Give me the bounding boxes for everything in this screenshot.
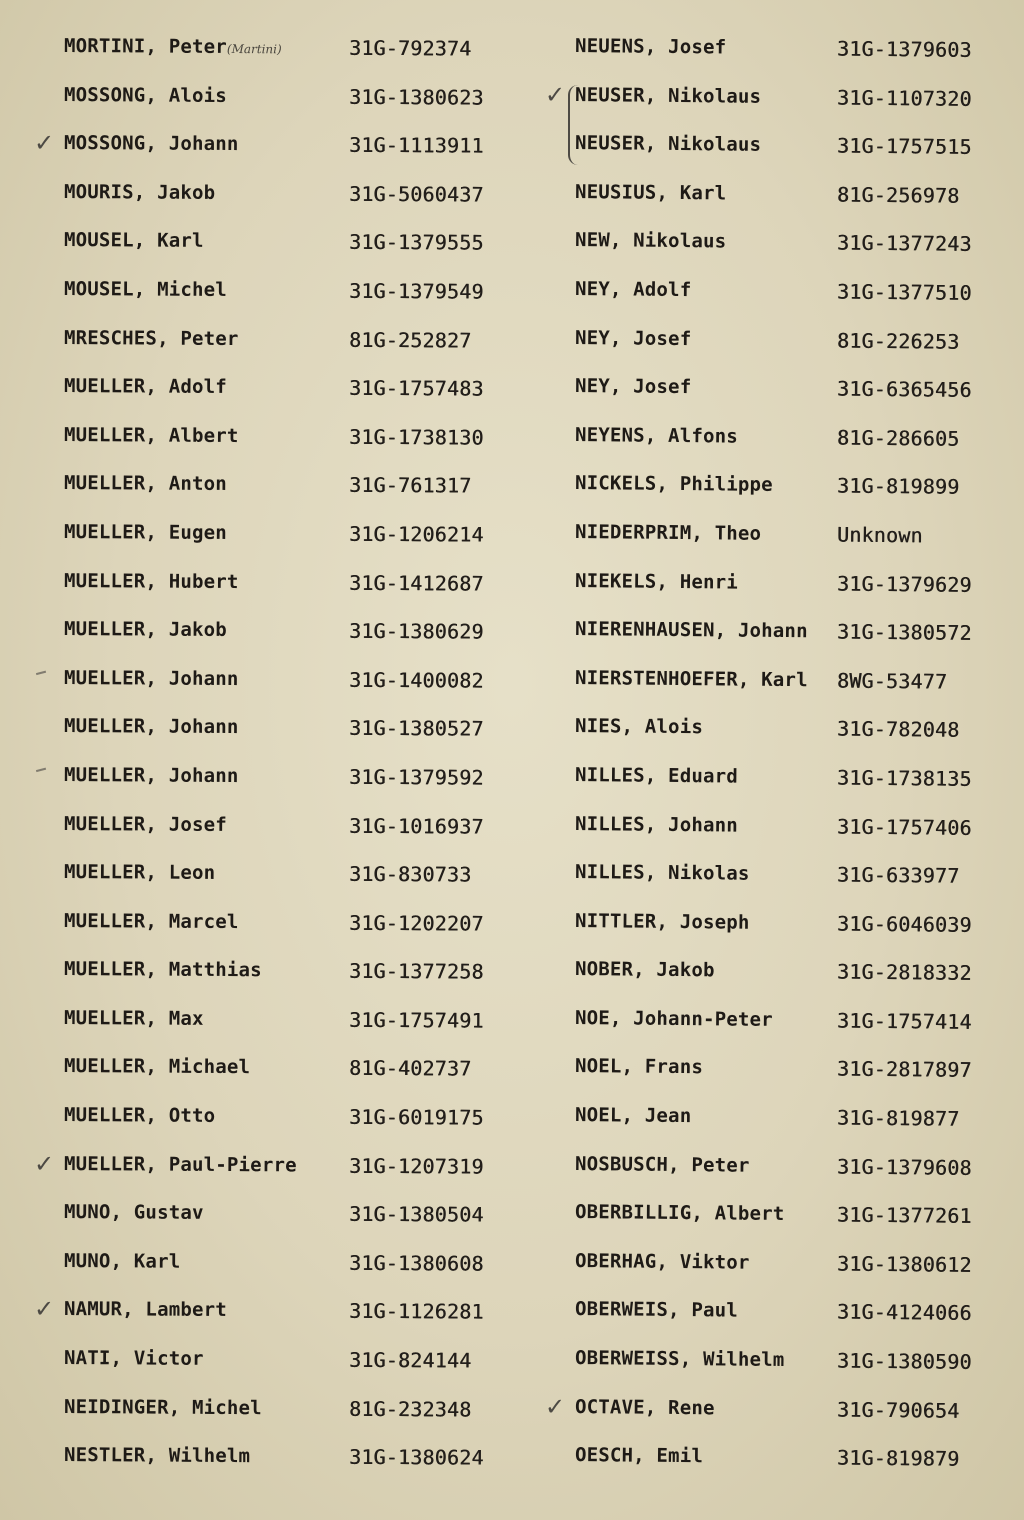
service-number: 31G-1202207 bbox=[348, 910, 484, 936]
list-item bbox=[575, 1042, 995, 1095]
person-name: NOE, Johann-Peter bbox=[574, 1007, 773, 1032]
service-number: 81G-286605 bbox=[836, 425, 960, 451]
left-column bbox=[33, 22, 524, 1480]
service-number: 31G-1206214 bbox=[348, 521, 484, 547]
list-item bbox=[575, 1334, 995, 1387]
list-item bbox=[575, 994, 995, 1047]
service-number: 31G-1757414 bbox=[836, 1008, 972, 1034]
list-item bbox=[575, 362, 995, 415]
list-item bbox=[64, 1091, 524, 1142]
list-item bbox=[544, 1383, 995, 1436]
list-item bbox=[64, 557, 524, 608]
list-item bbox=[575, 314, 995, 367]
service-number: 31G-819879 bbox=[836, 1446, 960, 1472]
person-name: NEUSER, Nikolaus bbox=[574, 83, 762, 108]
list-item bbox=[575, 654, 995, 707]
service-number: 81G-226253 bbox=[836, 328, 960, 354]
list-item bbox=[64, 848, 524, 899]
service-number: 31G-1412687 bbox=[348, 570, 484, 596]
person-name: NIEDERPRIM, Theo bbox=[574, 521, 762, 546]
list-item bbox=[575, 1188, 995, 1241]
person-name: NILLES, Nikolas bbox=[574, 861, 750, 886]
check-mark: ✓ bbox=[544, 1392, 566, 1421]
person-name: NILLES, Johann bbox=[574, 812, 739, 837]
person-name: NEY, Josef bbox=[574, 326, 692, 350]
person-name: MUNO, Gustav bbox=[63, 1201, 204, 1225]
person-name: NEUSER, Nikolaus bbox=[574, 132, 762, 157]
check-mark: ✓ bbox=[544, 80, 566, 109]
person-name: NOBER, Jakob bbox=[574, 958, 715, 982]
service-number: 31G-6019175 bbox=[348, 1105, 484, 1130]
list-item bbox=[64, 22, 524, 73]
person-name: NIERENHAUSEN, Johann bbox=[574, 618, 808, 643]
service-number: 31G-1379629 bbox=[836, 571, 972, 597]
list-item bbox=[33, 1140, 524, 1191]
person-name: MUELLER, Max bbox=[63, 1007, 204, 1031]
person-name: OBERWEIS, Paul bbox=[574, 1298, 739, 1323]
person-name: MUELLER, Josef bbox=[63, 812, 228, 836]
service-number: 31G-1757483 bbox=[348, 376, 484, 402]
service-number: 31G-790654 bbox=[836, 1397, 960, 1423]
list-item bbox=[544, 71, 995, 124]
list-item bbox=[64, 1188, 524, 1239]
person-name: NATI, Victor bbox=[63, 1347, 204, 1371]
person-name: NEUSIUS, Karl bbox=[574, 181, 727, 205]
service-number: 31G-1380612 bbox=[836, 1251, 972, 1277]
list-item bbox=[64, 168, 524, 219]
service-number: 31G-1126281 bbox=[348, 1299, 484, 1325]
service-number: 31G-1379608 bbox=[836, 1154, 972, 1180]
list-item bbox=[64, 1383, 524, 1434]
service-number: 31G-782048 bbox=[836, 717, 960, 743]
service-number: 31G-2818332 bbox=[836, 960, 972, 986]
list-item bbox=[64, 1431, 524, 1482]
list-item bbox=[64, 994, 524, 1045]
person-name: MUELLER, Matthias bbox=[63, 958, 262, 982]
person-name: MUELLER, Johann bbox=[63, 667, 239, 691]
service-number: 31G-1400082 bbox=[348, 667, 484, 693]
service-number: 31G-819877 bbox=[836, 1105, 960, 1132]
person-name: NOEL, Jean bbox=[574, 1104, 692, 1128]
person-name: MUELLER, Johann bbox=[63, 715, 239, 739]
list-item bbox=[64, 508, 524, 559]
person-name: NEY, Adolf bbox=[574, 278, 692, 302]
person-name: NICKELS, Philippe bbox=[574, 472, 773, 497]
person-name: MUNO, Karl bbox=[63, 1250, 181, 1273]
person-name: MUELLER, Marcel bbox=[63, 909, 239, 934]
list-item bbox=[33, 1285, 524, 1336]
service-number: 31G-1380527 bbox=[348, 716, 484, 742]
service-number: 81G-252827 bbox=[348, 327, 472, 353]
person-name: NOSBUSCH, Peter bbox=[574, 1152, 750, 1177]
list-item bbox=[64, 1334, 524, 1385]
person-name: MUELLER, Anton bbox=[63, 472, 228, 496]
list-item bbox=[64, 945, 524, 996]
list-item bbox=[64, 1042, 524, 1093]
service-number: 31G-1377510 bbox=[836, 279, 972, 306]
list-item bbox=[575, 897, 995, 950]
person-name: MOSSONG, Johann bbox=[63, 132, 239, 156]
person-name: MUELLER, Otto bbox=[63, 1104, 216, 1128]
person-name: OCTAVE, Rene bbox=[574, 1395, 715, 1420]
check-mark: ✓ bbox=[33, 1295, 55, 1324]
service-number: 31G-1379603 bbox=[836, 36, 972, 63]
service-number: 31G-1379555 bbox=[348, 230, 484, 256]
person-name: OESCH, Emil bbox=[574, 1444, 704, 1468]
service-number: 31G-5060437 bbox=[348, 181, 484, 207]
list-item bbox=[575, 605, 995, 658]
handwritten-note: (Martini) bbox=[226, 42, 282, 57]
person-name: NAMUR, Lambert bbox=[63, 1298, 228, 1322]
service-number: 31G-6365456 bbox=[836, 376, 972, 403]
list-item bbox=[64, 702, 524, 753]
list-item bbox=[575, 1140, 995, 1193]
list-item bbox=[575, 751, 995, 804]
list-item bbox=[575, 508, 995, 561]
list-item bbox=[64, 362, 524, 413]
list-item bbox=[575, 216, 995, 269]
service-number: 31G-1207319 bbox=[348, 1153, 484, 1179]
person-name: MUELLER, Adolf bbox=[63, 375, 228, 399]
person-name: MRESCHES, Peter bbox=[63, 326, 239, 350]
person-name: MUELLER, Paul-Pierre bbox=[63, 1152, 297, 1177]
service-number: 31G-1380590 bbox=[836, 1348, 972, 1375]
service-number: 81G-256978 bbox=[836, 182, 960, 208]
service-number: 31G-1113911 bbox=[348, 133, 484, 159]
person-name: MORTINI, Peter(Martini) bbox=[63, 35, 282, 59]
list-item bbox=[64, 751, 524, 802]
list-item bbox=[64, 314, 524, 365]
list-item bbox=[33, 119, 524, 170]
service-number: 31G-4124066 bbox=[836, 1300, 972, 1326]
list-item bbox=[575, 119, 995, 172]
list-item bbox=[64, 897, 524, 948]
service-number: 31G-1380623 bbox=[348, 84, 484, 110]
service-number: 31G-2817897 bbox=[836, 1057, 972, 1083]
list-item bbox=[575, 168, 995, 221]
person-name: NIEKELS, Henri bbox=[574, 569, 739, 594]
service-number: 31G-1380624 bbox=[348, 1445, 484, 1471]
pencil-dash bbox=[36, 670, 46, 674]
list-item bbox=[575, 411, 995, 464]
person-name: OBERWEISS, Wilhelm bbox=[574, 1347, 785, 1372]
list-item bbox=[575, 1237, 995, 1290]
list-item bbox=[64, 1237, 524, 1288]
service-number: 81G-402737 bbox=[348, 1056, 472, 1082]
list-item bbox=[575, 459, 995, 512]
service-number: 81G-232348 bbox=[348, 1396, 472, 1422]
list-item bbox=[64, 411, 524, 462]
list-item bbox=[575, 557, 995, 610]
service-number: Unknown bbox=[836, 522, 923, 548]
list-item bbox=[575, 945, 995, 998]
service-number: 31G-761317 bbox=[348, 473, 472, 499]
list-item bbox=[575, 22, 995, 75]
list-item bbox=[64, 265, 524, 316]
service-number: 31G-1738130 bbox=[348, 424, 484, 450]
service-number: 31G-1377261 bbox=[836, 1203, 972, 1229]
check-mark: ✓ bbox=[33, 1149, 55, 1178]
service-number: 31G-830733 bbox=[348, 862, 472, 887]
service-number: 31G-1757406 bbox=[836, 814, 972, 840]
person-name: MUELLER, Hubert bbox=[63, 569, 239, 593]
service-number: 31G-1738135 bbox=[836, 765, 972, 792]
person-name: MOUSEL, Michel bbox=[63, 278, 228, 302]
check-mark: ✓ bbox=[33, 129, 55, 158]
list-item bbox=[575, 800, 995, 853]
service-number: 31G-6046039 bbox=[836, 911, 972, 937]
list-item bbox=[575, 848, 995, 901]
person-name: NEY, Josef bbox=[574, 375, 692, 399]
person-name: NITTLER, Joseph bbox=[574, 909, 750, 934]
service-number: 31G-1016937 bbox=[348, 813, 484, 839]
pencil-dash bbox=[36, 768, 46, 772]
service-number: 31G-1380572 bbox=[836, 619, 972, 646]
person-name: OBERBILLIG, Albert bbox=[574, 1201, 785, 1226]
person-name: MOUSEL, Karl bbox=[63, 229, 204, 253]
service-number: 31G-1380608 bbox=[348, 1250, 484, 1276]
list-item bbox=[64, 71, 524, 122]
service-number: 31G-1380629 bbox=[348, 619, 484, 644]
service-number: 31G-1107320 bbox=[836, 85, 972, 111]
list-item bbox=[64, 800, 524, 851]
right-column bbox=[544, 22, 995, 1480]
service-number: 31G-1757491 bbox=[348, 1007, 484, 1033]
service-number: 31G-1757515 bbox=[836, 133, 972, 160]
service-number: 8WG-53477 bbox=[836, 668, 948, 694]
list-item bbox=[575, 1091, 995, 1144]
service-number: 31G-819899 bbox=[836, 474, 960, 500]
service-number: 31G-1377243 bbox=[836, 231, 972, 257]
person-name: OBERHAG, Viktor bbox=[574, 1250, 750, 1274]
list-item bbox=[64, 654, 524, 705]
person-name: NEIDINGER, Michel bbox=[63, 1395, 262, 1420]
person-name: MUELLER, Jakob bbox=[63, 618, 228, 642]
list-item bbox=[64, 459, 524, 510]
service-number: 31G-633977 bbox=[836, 862, 960, 889]
person-name: MUELLER, Michael bbox=[63, 1055, 251, 1079]
person-name: NESTLER, Wilhelm bbox=[63, 1444, 251, 1468]
list-item bbox=[64, 216, 524, 267]
person-name: MUELLER, Eugen bbox=[63, 521, 228, 545]
service-number: 31G-1377258 bbox=[348, 959, 484, 985]
person-name: NOEL, Frans bbox=[574, 1055, 704, 1079]
person-name: NEUENS, Josef bbox=[574, 35, 727, 59]
list-item bbox=[575, 702, 995, 755]
person-name: MUELLER, Johann bbox=[63, 764, 239, 788]
service-number: 31G-792374 bbox=[348, 36, 472, 61]
list-item bbox=[575, 1285, 995, 1338]
person-name: NEW, Nikolaus bbox=[574, 229, 727, 254]
person-name: MOSSONG, Alois bbox=[63, 83, 228, 107]
person-name: NIES, Alois bbox=[574, 715, 704, 739]
list-item bbox=[575, 265, 995, 318]
service-number: 31G-824144 bbox=[348, 1348, 472, 1373]
service-number: 31G-1379592 bbox=[348, 764, 484, 790]
service-number: 31G-1379549 bbox=[348, 279, 484, 304]
person-name: NILLES, Eduard bbox=[574, 764, 739, 788]
person-name: NIERSTENHOEFER, Karl bbox=[574, 667, 808, 692]
person-name: MOURIS, Jakob bbox=[63, 181, 216, 205]
service-number: 31G-1380504 bbox=[348, 1202, 484, 1228]
list-item bbox=[64, 605, 524, 656]
list-item bbox=[575, 1431, 995, 1484]
person-name: MUELLER, Leon bbox=[63, 861, 216, 885]
person-name: MUELLER, Albert bbox=[63, 424, 239, 448]
person-name: NEYENS, Alfons bbox=[574, 424, 739, 448]
